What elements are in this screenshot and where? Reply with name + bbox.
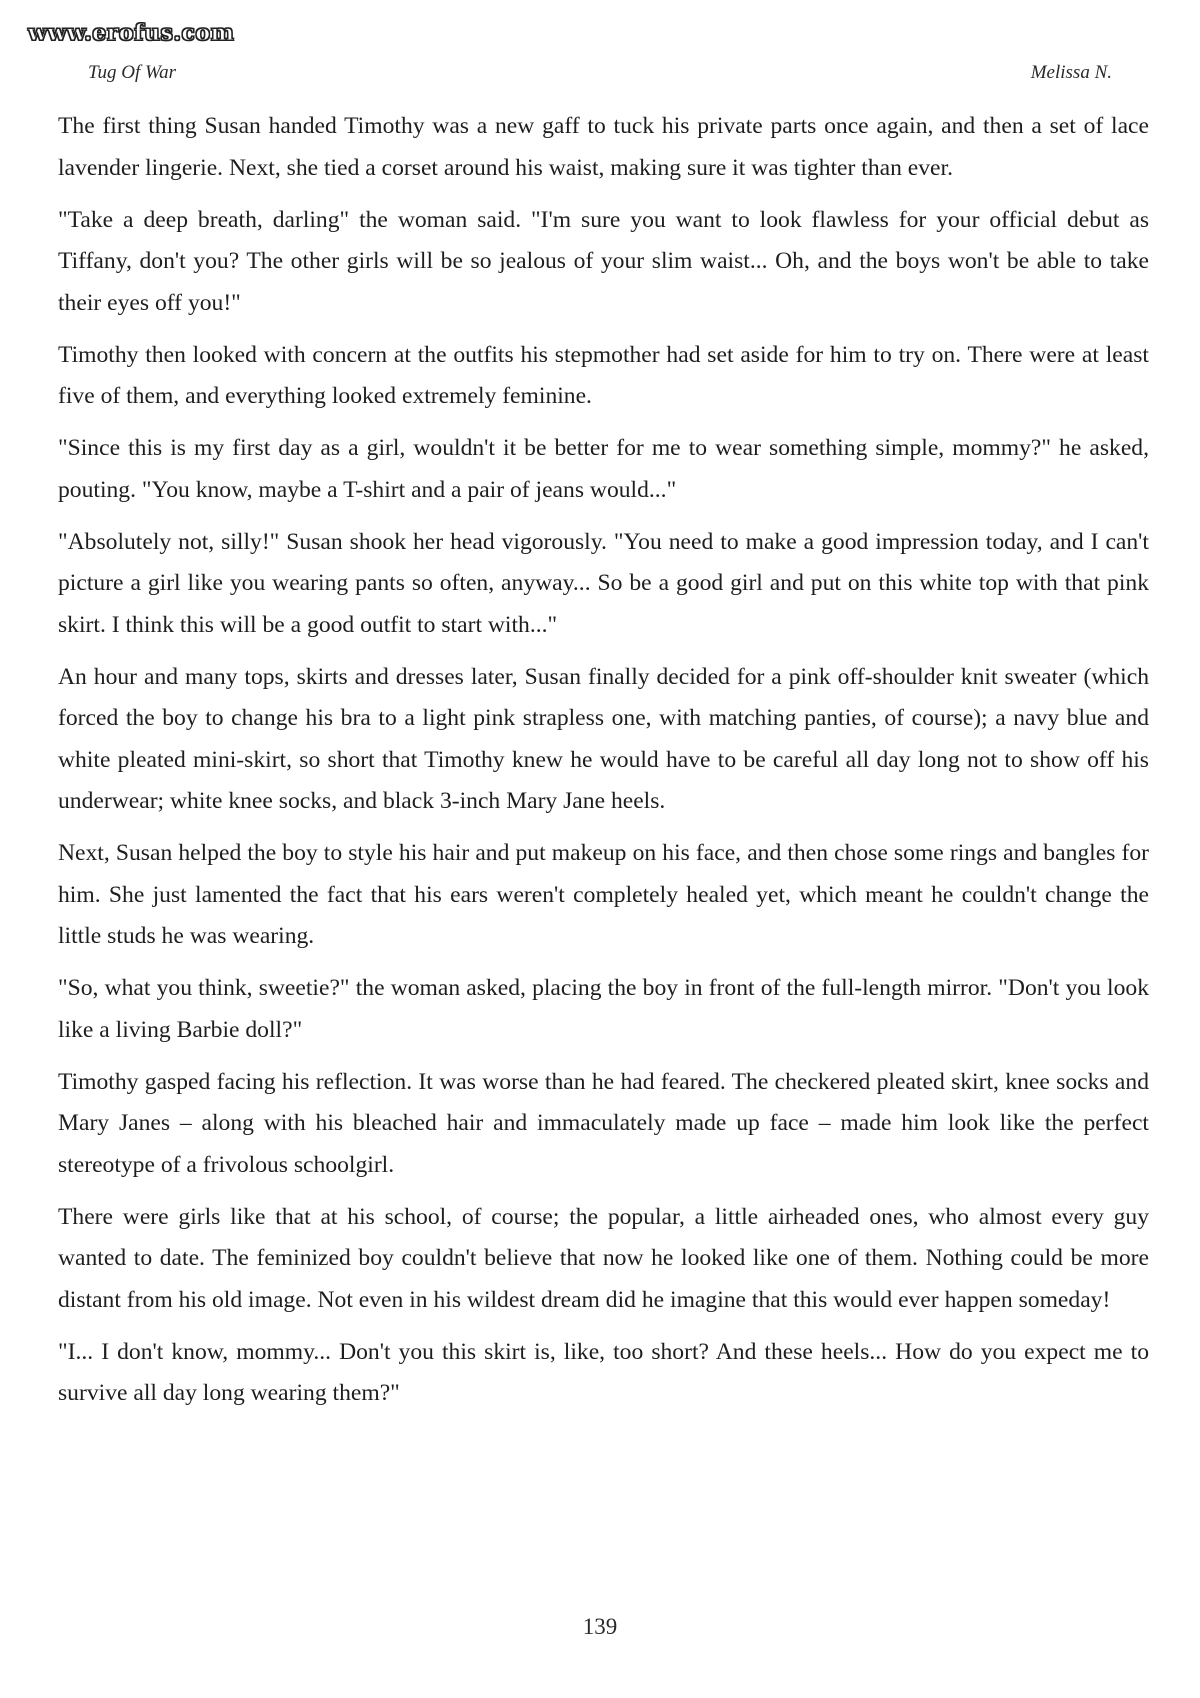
paragraph: "Since this is my first day as a girl, wouldn't it be better for me to wear something simple, mommy?" he asked, pouting. "You know, maybe a T-shirt and a pair of jeans would...": [58, 435, 1149, 503]
paragraph: "I... I don't know, mommy... Don't you this skirt is, like, too short? And these heels... How do you expect me to survive all day long wearing them?": [58, 1338, 1149, 1406]
paragraph: Next, Susan helped the boy to style his hair and put makeup on his face, and then chose some rings and bangles for him. She just lamented the fact that his ears weren't completely healed yet, which meant he couldn't change the little studs he was wearing.: [58, 840, 1149, 949]
paragraph: Timothy then looked with concern at the outfits his stepmother had set aside for him to try on. There were at least five of them, and everything looked extremely feminine.: [58, 341, 1149, 409]
paragraph: Timothy gasped facing his reflection. It was worse than he had feared. The checkered pleated skirt, knee socks and Mary Janes – along with his bleached hair and immaculately made up face – made him look like the perfect stereotype of a frivolous schoolgirl.: [58, 1068, 1149, 1178]
site-watermark: www.erofus.com: [28, 20, 235, 46]
paragraph: There were girls like that at his school, of course; the popular, a little airheaded ones, who almost every guy wanted to date. The feminized boy couldn't believe that now he looked like one of them. Nothing could be more distant from his old image. Not even in his wildest dream did he imagine that this would ever happen someday!: [58, 1203, 1149, 1313]
paragraph: An hour and many tops, skirts and dresses later, Susan finally decided for a pink off-shoulder knit sweater (which forced the boy to change his bra to a light pink strapless one, with matching panties, of course); a navy blue and white pleated mini-skirt, so short that Timothy knew he would have to be careful all day long not to show off his underwear; white knee socks, and black 3-inch Mary Jane heels.: [58, 663, 1149, 814]
paragraph: The first thing Susan handed Timothy was a new gaff to tuck his private parts once again, and then a set of lace lavender lingerie. Next, she tied a corset around his waist, making sure it was tighter than ever.: [58, 113, 1149, 181]
author-name: Melissa N.: [1030, 62, 1112, 83]
paragraph: "Take a deep breath, darling" the woman said. "I'm sure you want to look flawless for your official debut as Tiffany, don't you? The other girls will be so jealous of your slim waist... Oh, and the boys won't be able to take their eyes off you!": [58, 206, 1149, 316]
paragraph: "Absolutely not, silly!" Susan shook her head vigorously. "You need to make a good impression today, and I can't picture a girl like you wearing pants so often, anyway... So be a good girl and put on this white top with that pink skirt. I think this will be a good outfit to start with...": [58, 528, 1149, 638]
page-number: 139: [582, 1614, 618, 1639]
page-body: [58, 106, 1149, 1425]
paragraph: "So, what you think, sweetie?" the woman asked, placing the boy in front of the full-length mirror. "Don't you look like a living Barbie doll?": [58, 975, 1149, 1043]
running-header: [88, 62, 1112, 88]
book-title: Tug Of War: [88, 62, 176, 83]
